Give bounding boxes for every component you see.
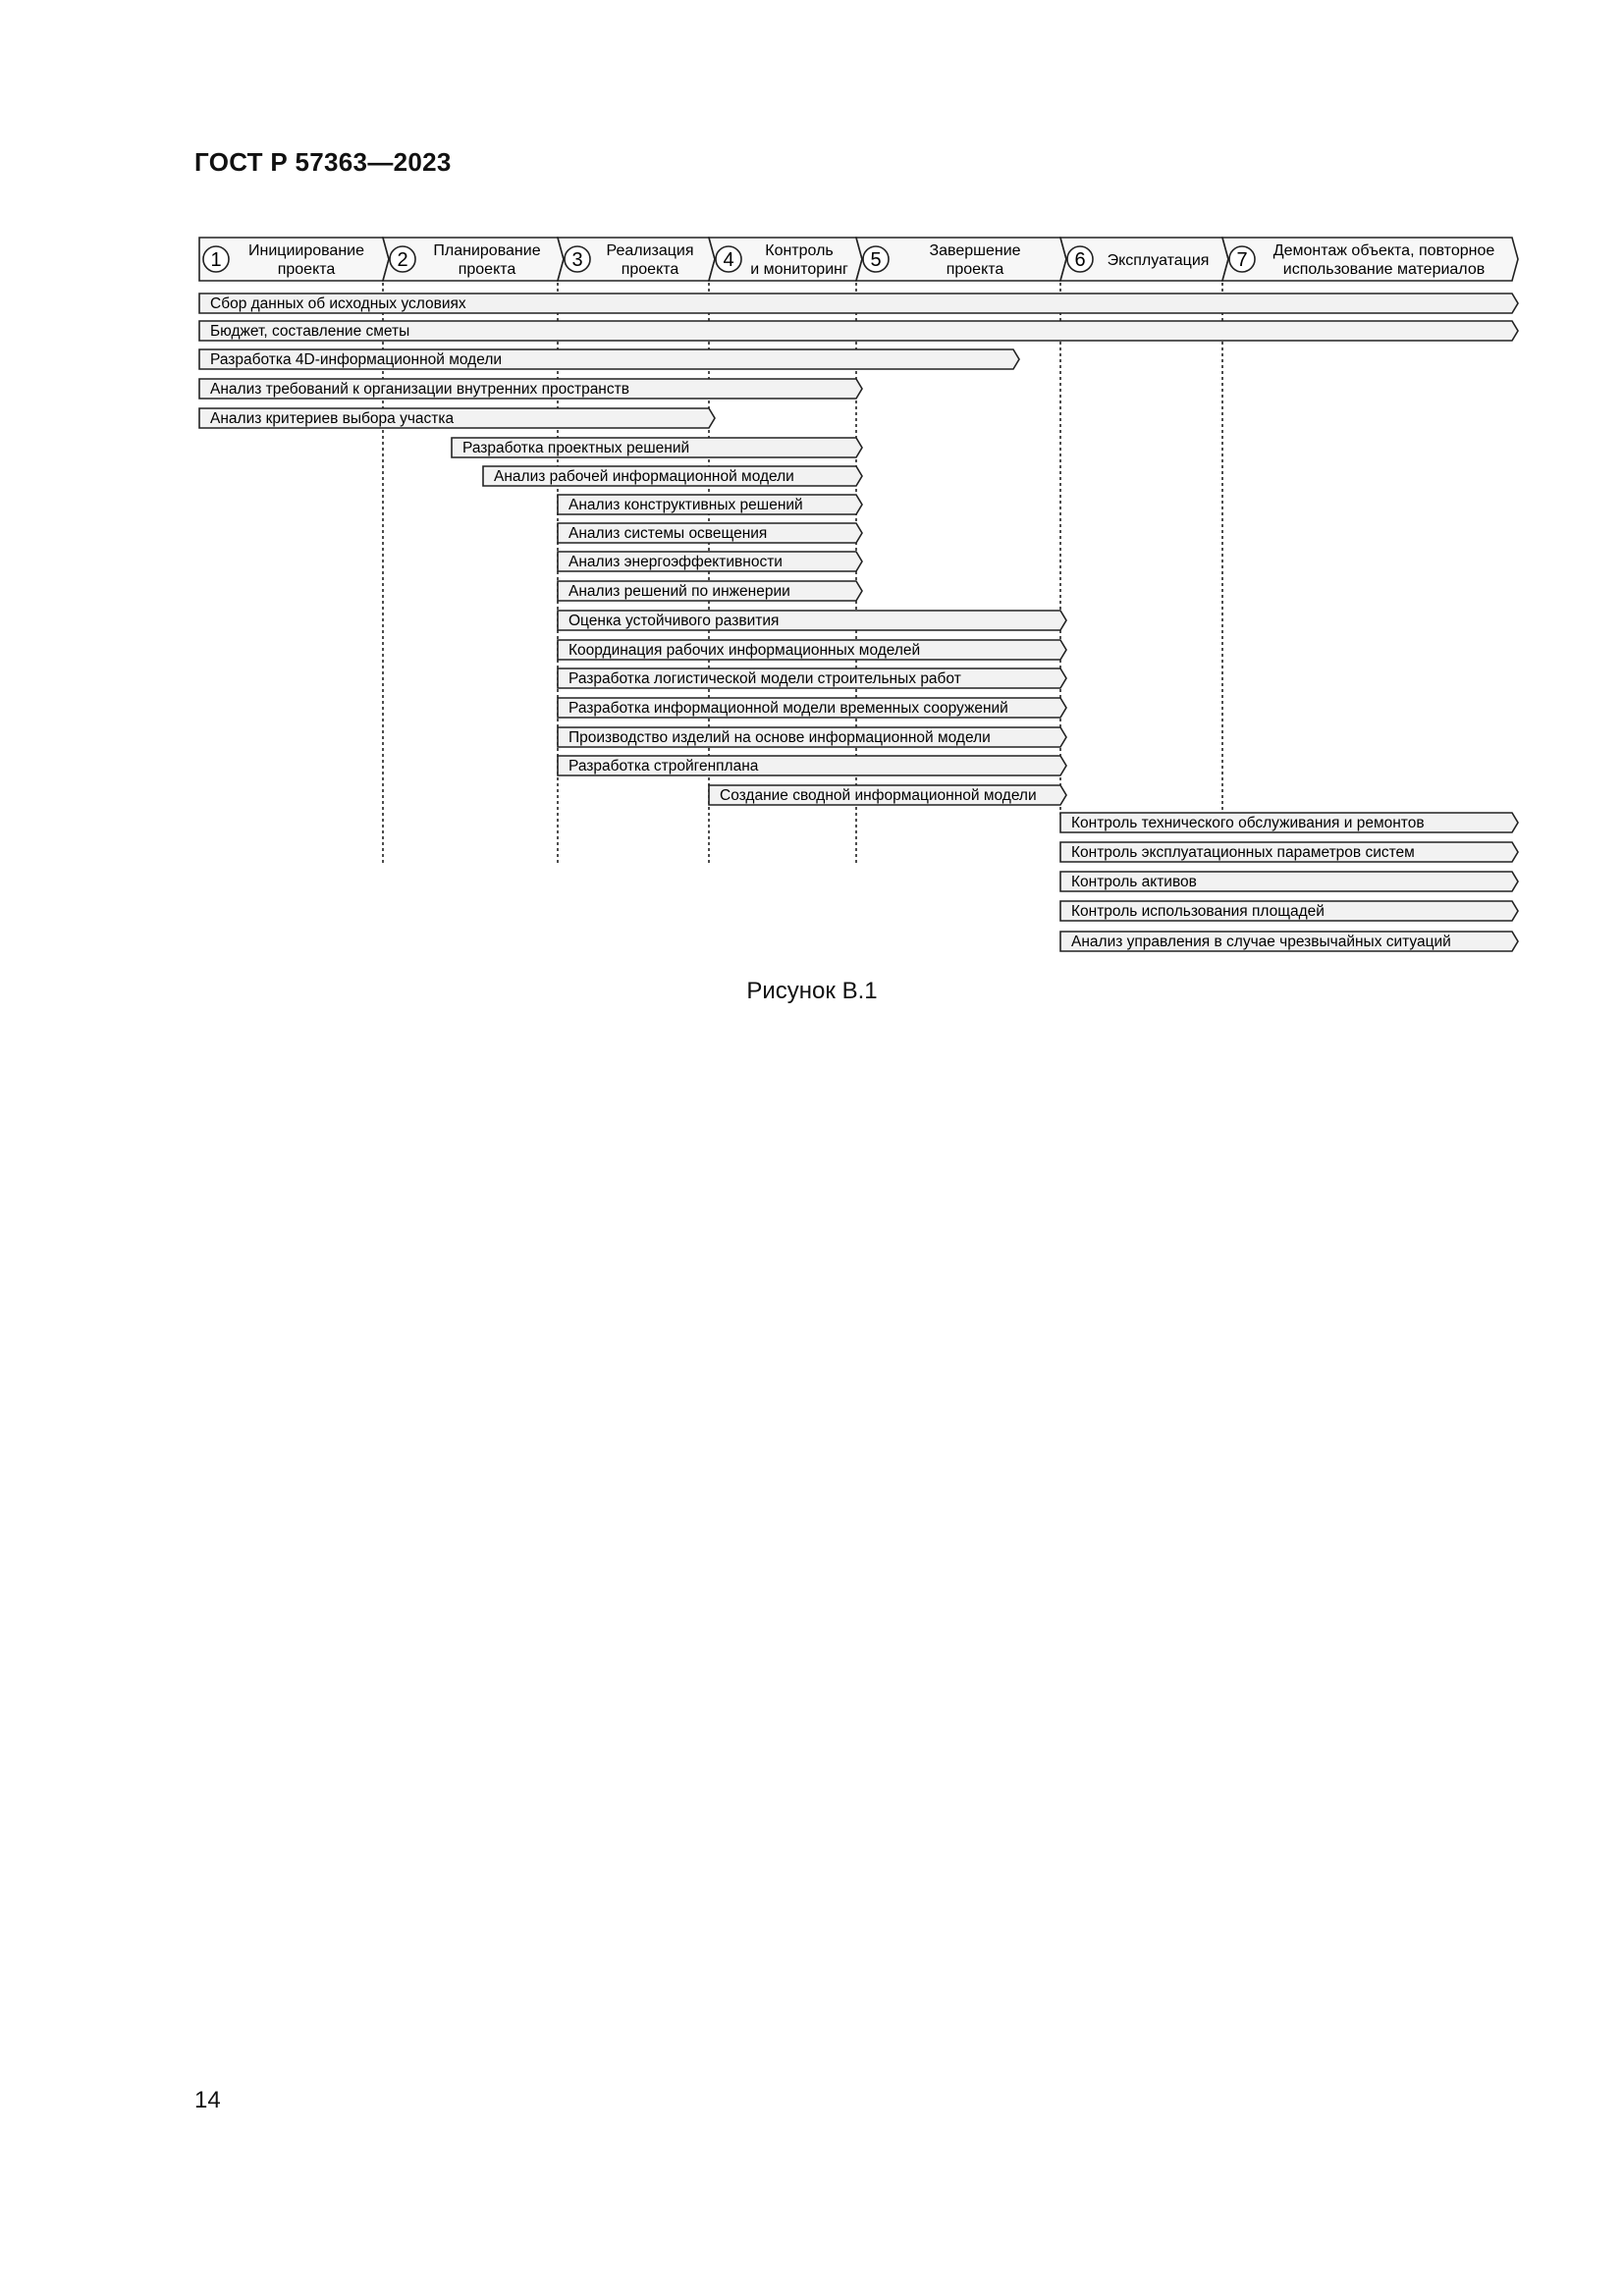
activity-label: Разработка логистической модели строительных работ — [568, 670, 961, 687]
activity-bar — [1060, 842, 1518, 862]
activity-label: Контроль использования площадей — [1071, 903, 1325, 920]
activity-bar — [558, 698, 1066, 718]
activity-label: Разработка информационной модели временных сооружений — [568, 700, 1008, 717]
phase-4 — [709, 238, 862, 281]
activity-bar — [558, 756, 1066, 775]
activity-bar — [199, 379, 862, 399]
activity-bar — [558, 552, 862, 571]
activity-label: Разработка стройгенплана — [568, 758, 759, 774]
phase-title-line2: проекта — [621, 261, 679, 278]
bim-uses-diagram — [0, 0, 1624, 982]
activity-bar — [709, 785, 1066, 805]
activity-label: Координация рабочих информационных моделей — [568, 642, 921, 659]
phase-number: 5 — [870, 249, 882, 271]
phase-title-line1: Инициирование — [248, 242, 364, 259]
activity-bar — [558, 640, 1066, 660]
activity-label: Анализ рабочей информационной модели — [494, 468, 794, 485]
activity-bar — [199, 349, 1019, 369]
activity-bar — [199, 321, 1518, 341]
phase-title-line1: Завершение — [929, 242, 1021, 259]
phase-title-line2: проекта — [946, 261, 1004, 278]
activity-bar — [1060, 872, 1518, 891]
activity-bar — [558, 581, 862, 601]
phase-title-line2: проекта — [458, 261, 516, 278]
phase-number: 3 — [571, 249, 583, 271]
activity-bar — [558, 523, 862, 543]
activity-bar — [1060, 813, 1518, 832]
figure-caption: Рисунок В.1 — [746, 978, 878, 1004]
activity-label: Анализ системы освещения — [568, 525, 768, 542]
phase-header-row — [199, 238, 1518, 281]
activity-bar — [558, 611, 1066, 630]
activity-label: Анализ энергоэффективности — [568, 554, 783, 570]
activity-label: Разработка 4D-информационной модели — [210, 351, 503, 368]
activity-bar — [452, 438, 862, 457]
activity-label: Анализ управления в случае чрезвычайных ситуаций — [1071, 934, 1451, 950]
activity-label: Анализ решений по инженерии — [568, 583, 790, 600]
phase-title-line1: Реализация — [606, 242, 694, 259]
phase-title-line2: и мониторинг — [750, 261, 848, 278]
activity-label: Разработка проектных решений — [462, 440, 690, 456]
phase-5 — [856, 238, 1066, 281]
phase-number: 7 — [1236, 249, 1248, 271]
activity-bar — [199, 294, 1518, 313]
activity-bar — [558, 668, 1066, 688]
phase-2 — [383, 238, 564, 281]
activity-label: Бюджет, составление сметы — [210, 323, 410, 340]
activity-bar — [1060, 901, 1518, 921]
activity-bar — [199, 408, 715, 428]
phase-6 — [1060, 238, 1228, 281]
phase-title-line1: Эксплуатация — [1107, 252, 1210, 269]
activity-bars — [199, 294, 1518, 951]
activity-label: Контроль эксплуатационных параметров систем — [1071, 844, 1415, 861]
activity-bar — [558, 495, 862, 514]
activity-label: Создание сводной информационной модели — [720, 787, 1037, 804]
document-header: ГОСТ Р 57363—2023 — [194, 147, 452, 177]
phase-title-line2: использование материалов — [1282, 261, 1486, 278]
activity-bar — [1060, 932, 1518, 951]
phase-number: 1 — [210, 249, 222, 271]
activity-label: Контроль активов — [1071, 874, 1197, 890]
diagram-canvas — [0, 0, 1624, 982]
phase-number: 4 — [723, 249, 734, 271]
phase-number: 6 — [1074, 249, 1086, 271]
activity-label: Анализ требований к организации внутренних пространств — [210, 381, 629, 398]
page-number: 14 — [194, 2087, 221, 2113]
phase-1 — [199, 238, 389, 281]
activity-label: Анализ конструктивных решений — [568, 497, 803, 513]
phase-number: 2 — [397, 249, 408, 271]
phase-3 — [558, 238, 715, 281]
activity-label: Контроль технического обслуживания и ремонтов — [1071, 815, 1425, 831]
activity-bar — [483, 466, 862, 486]
activity-bar — [558, 727, 1066, 747]
phase-title-line1: Планирование — [433, 242, 541, 259]
activity-label: Оценка устойчивого развития — [568, 613, 780, 629]
activity-label: Анализ критериев выбора участка — [210, 410, 455, 427]
phase-title-line2: проекта — [277, 261, 336, 278]
activity-label: Сбор данных об исходных условиях — [210, 295, 466, 312]
activity-label: Производство изделий на основе информационной модели — [568, 729, 991, 746]
phase-7 — [1222, 238, 1518, 281]
phase-title-line1: Демонтаж объекта, повторное — [1272, 242, 1495, 259]
phase-title-line1: Контроль — [765, 242, 834, 259]
